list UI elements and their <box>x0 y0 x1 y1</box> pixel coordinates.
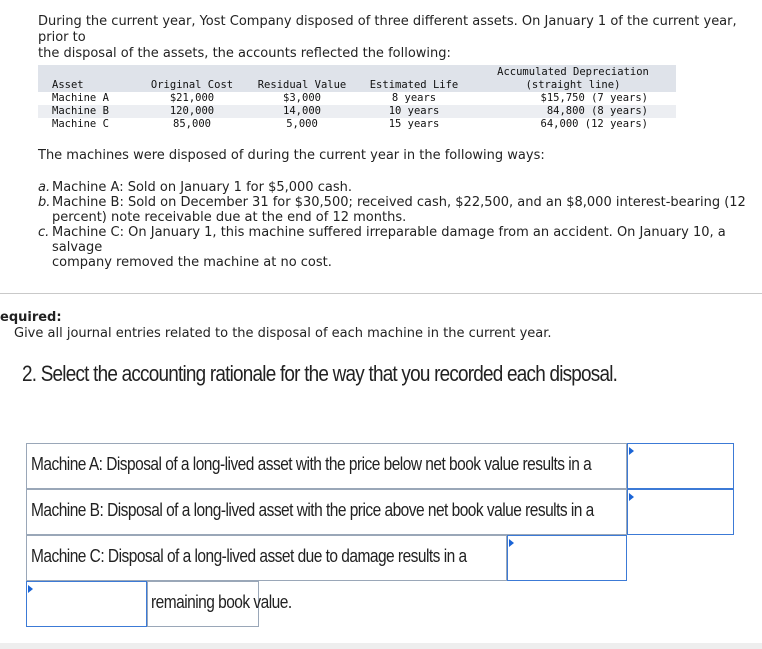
dropdown-arrow-icon <box>509 539 514 547</box>
table-cell: 120,000 <box>169 105 215 117</box>
section-divider <box>0 293 762 294</box>
table-cell: 8 years <box>391 92 437 104</box>
rationale-text-remaining: remaining book value. <box>151 592 292 612</box>
intro-line-2: the disposal of the assets, the accounts reflected the following: <box>38 46 451 61</box>
header-straight-line: (straight line) <box>525 79 621 91</box>
intro-line-1: During the current year, Yost Company disposed of three different assets. On January 1 of the current year, prior to <box>38 14 737 45</box>
disposal-list <box>38 180 762 270</box>
table-cell: Machine B <box>52 105 109 117</box>
list-item <box>38 180 762 195</box>
table-cell: 64,000 (12 years) <box>540 118 648 130</box>
table-cell: $21,000 <box>169 92 215 104</box>
table-cell: $15,750 (7 years) <box>540 92 648 104</box>
rationale-dropdown-d[interactable] <box>26 581 147 627</box>
table-cell: 10 years <box>388 105 440 117</box>
list-item-text: Machine A: Sold on January 1 for $5,000 cash. <box>52 180 352 195</box>
question-title: 2. Select the accounting rationale for the way that you recorded each disposal. <box>22 361 618 386</box>
table-cell: $3,000 <box>283 92 321 104</box>
header-residual: Residual Value <box>257 79 347 91</box>
required-heading: equired: <box>0 310 62 325</box>
bottom-bar <box>0 643 762 649</box>
asset-table <box>38 65 676 133</box>
dropdown-arrow-icon <box>28 585 33 593</box>
list-item-text: percent) note receivable due at the end of 12 months. <box>52 210 407 225</box>
header-cost: Original Cost <box>150 79 234 91</box>
disposal-intro-text: The machines were disposed of during the current year in the following ways: <box>38 148 545 163</box>
header-life: Estimated Life <box>369 79 459 91</box>
list-item-label: c. <box>38 225 50 240</box>
list-item-label: b. <box>38 195 51 210</box>
dropdown-arrow-icon <box>629 447 634 455</box>
required-text: Give all journal entries related to the disposal of each machine in the current year. <box>14 326 552 341</box>
table-cell: Machine A <box>52 92 109 104</box>
rationale-text-c: Machine C: Disposal of a long-lived asset due to damage results in a <box>31 546 467 566</box>
list-item-text: Machine B: Sold on December 31 for $30,500; received cash, $22,500, and an $8,000 interest-bearing (12 <box>52 195 746 210</box>
rationale-text-b: Machine B: Disposal of a long-lived asset with the price above net book value results in a <box>31 500 594 520</box>
list-item-label: a. <box>38 180 51 195</box>
list-item-text: company removed the machine at no cost. <box>52 255 332 270</box>
list-item <box>38 225 762 270</box>
disposal-intro <box>38 148 762 164</box>
header-accumulated: Accumulated Depreciation <box>497 66 649 78</box>
rationale-dropdown-b[interactable] <box>627 489 734 535</box>
header-asset: Asset <box>52 79 84 91</box>
table-cell: 85,000 <box>173 118 211 130</box>
list-item <box>38 195 762 225</box>
table-cell: Machine C <box>52 118 109 130</box>
list-item-text: Machine C: On January 1, this machine suffered irreparable damage from an accident. On January 10, a salvage <box>52 225 726 255</box>
table-cell: 84,800 (8 years) <box>546 105 648 117</box>
dropdown-arrow-icon <box>629 493 634 501</box>
table-cell: 15 years <box>388 118 440 130</box>
problem-intro <box>38 14 762 62</box>
rationale-text-a: Machine A: Disposal of a long-lived asset with the price below net book value results in a <box>31 454 592 474</box>
rationale-dropdown-c[interactable] <box>507 535 627 581</box>
rationale-dropdown-a[interactable] <box>627 443 734 489</box>
table-cell: 5,000 <box>286 118 318 130</box>
table-cell: 14,000 <box>283 105 321 117</box>
